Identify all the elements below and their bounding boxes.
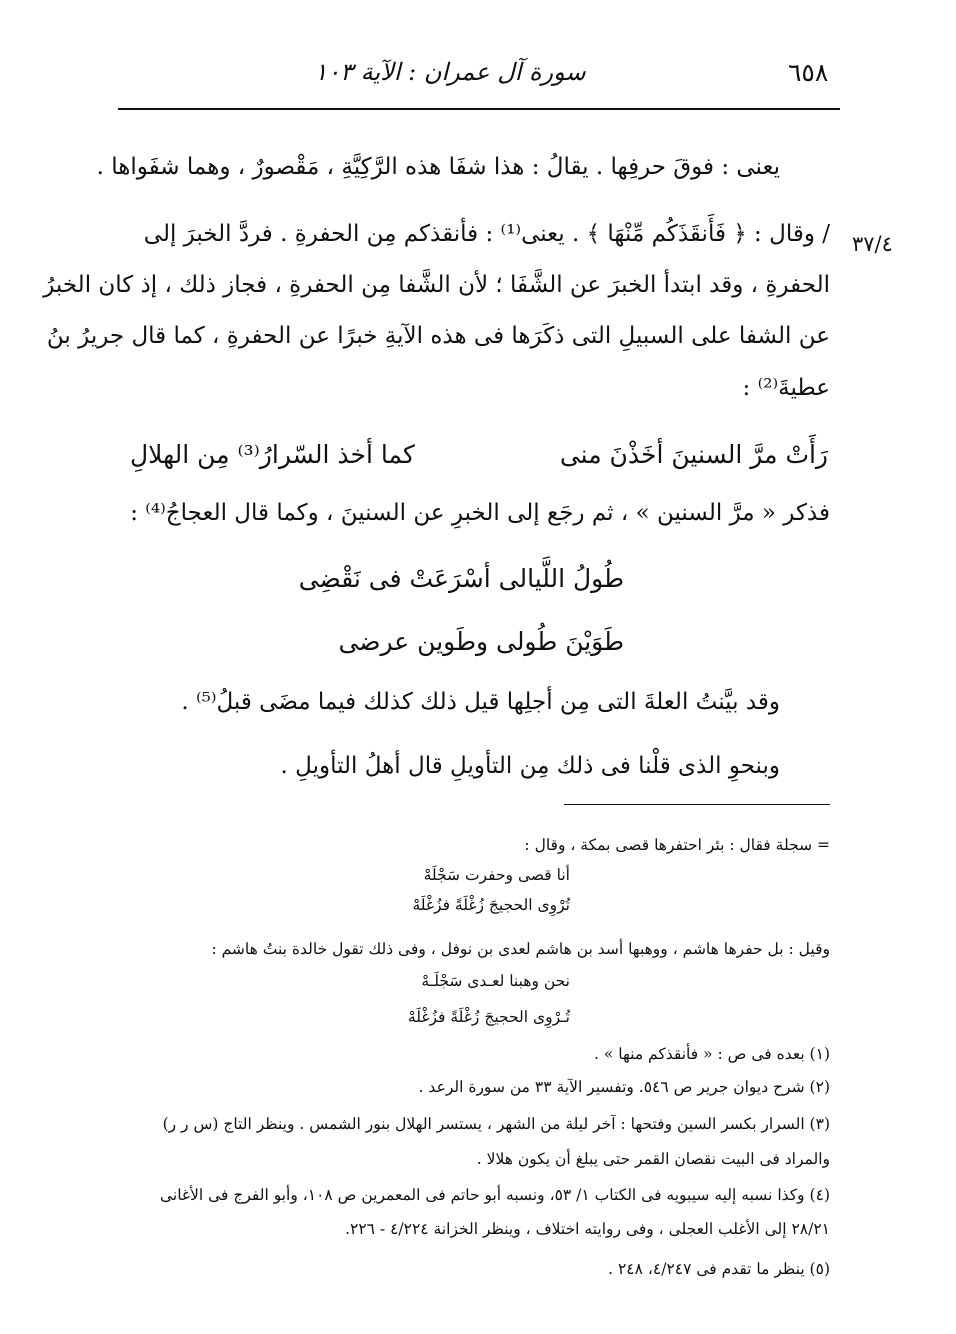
verse-1-hemistich-1: رَأَتْ مرَّ السنينَ أخَذْنَ منى [559,440,828,469]
body-line-5: عطيةَ⁽²⁾ : [742,375,830,401]
footnote-1: (١) بعده فى ص : « فأنقذكم منها » . [594,1045,830,1063]
body-line-8: وبنحوِ الذى قلْنا فى ذلك مِن التأويلِ قال أهلُ التأويلِ . [280,753,780,779]
footnote-verse-4: تُـرْوِى الحجيجَ زُغْلَةً فزُغْلَهْ [407,1008,570,1026]
page-number: ٦٥٨ [788,58,829,87]
verse-2-line-1: طُولُ اللَّيالى أسْرَعَتْ فى نَقْضِى [298,564,624,593]
footnote-verse-2: تُرْوِى الحجيجَ زُغْلَةً فزُغْلَهْ [412,896,570,914]
footnote-continuation-line-2: وقيل : بل حفرها هاشم ، ووهبها أسد بن هاشم لعدى بن نوفل ، وفى ذلك تقول خالدة بنتُ هاشم : [211,940,830,958]
running-title: سورة آل عمران : الآية ١٠٣ [314,58,586,86]
body-line-7: وقد بيَّنتُ العلةَ التى مِن أجلِها قيل ذلك كذلك فيما مضَى قبلُ⁽⁵⁾ . [181,689,780,715]
verse-2-line-2: طَوَيْنَ طُولى وطَوين عرضى [338,627,624,656]
body-line-2: / وقال : ﴿ فَأَنقَذَكُم مِّنْهَا ﴾ . يعنى⁽¹⁾ : فأنقذكم مِن الحفرةِ . فردَّ الخبرَ إلى [143,221,830,247]
verse-1-hemistich-2: كما أخذ السّرارُ⁽³⁾ مِن الهلالِ [130,440,415,469]
footnote-3-line-2: والمراد فى البيت نقصان القمر حتى يبلغ أن يكون هلالا . [476,1150,830,1168]
header-rule [118,108,840,110]
footnote-2: (٢) شرح ديوان جرير ص ٥٤٦. وتفسير الآية ٣٣ من سورة الرعد . [418,1078,830,1096]
footnote-separator [564,804,830,805]
margin-reference: ٣٧/٤ [852,232,893,256]
body-line-4: عن الشفا على السبيلِ التى ذكَرَها فى هذه الآيةِ خبرًا عن الحفرةِ ، كما قال جريرُ بنُ [46,323,830,349]
footnote-verse-3: نحن وهبنا لعـدى سَجْلَـهْ [421,972,570,990]
footnote-continuation-line-1: = سجلة فقال : بئر احتفرها قصى بمكة ، وقال : [524,836,830,854]
footnote-verse-1: أنا قصى وحفرت سَجْلَهْ [423,866,570,884]
footnote-4-line-1: (٤) وكذا نسبه إليه سيبويه فى الكتاب ١/ ٥٣، ونسبه أبو حاتم فى المعمرين ص ١٠٨، وأبو الفرج فى الأغانى [159,1186,830,1204]
footnote-3-line-1: (٣) السرار بكسر السين وفتحها : آخر ليلة من الشهر ، يستسر الهلال بنور الشمس . وينظر التاج (س ر ر) [162,1115,830,1133]
body-line-3: الحفرةِ ، وقد ابتدأ الخبرَ عن الشَّفَا ؛ لأن الشَّفا مِن الحفرةِ ، فجاز ذلك ، إذ كان الخبرُ [43,272,830,298]
footnote-4-line-2: ٢٨/٢١ إلى الأغلب العجلى ، وفى روايته اختلاف ، وينظر الخزانة ٤/٢٢٤ - ٢٢٦. [345,1220,830,1238]
footnote-5: (٥) ينظر ما تقدم فى ٤/٢٤٧، ٢٤٨ . [608,1260,830,1278]
body-line-6: فذكر « مرَّ السنين » ، ثم رجَع إلى الخبرِ عن السنينَ ، وكما قال العجاجُ⁽⁴⁾ : [130,500,830,526]
body-line-1: يعنى : فوقَ حرفِها . يقالُ : هذا شفَا هذه الرَّكِيَّةِ ، مَقْصورٌ ، وهما شفَواها . [96,154,780,180]
